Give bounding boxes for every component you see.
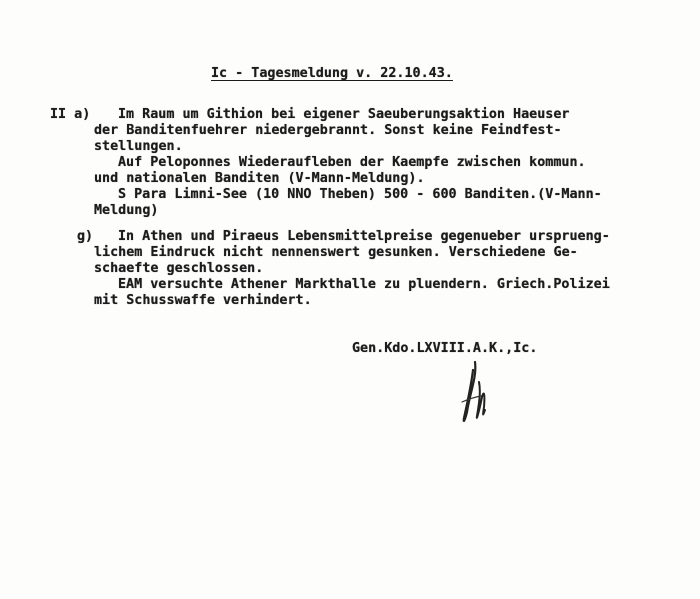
section-ii-line-7: Meldung) xyxy=(94,203,159,218)
section-ii-line-5: und nationalen Banditen (V-Mann-Meldung). xyxy=(94,171,425,186)
section-ii-line-2: der Banditenfuehrer niedergebrannt. Sonst keine Feindfest- xyxy=(94,123,562,138)
section-ii-line-1: Im Raum um Githion bei eigener Saeuberungsaktion Haeuser xyxy=(118,107,570,122)
section-g-line-4: EAM versuchte Athener Markthalle zu pluendern. Griech.Polizei xyxy=(118,277,610,292)
section-ii-a-label: II a) xyxy=(50,107,91,122)
command-signature-line: Gen.Kdo.LXVIII.A.K.,Ic. xyxy=(352,341,538,356)
document-title: Ic - Tagesmeldung v. 22.10.43. xyxy=(211,66,453,81)
section-ii-line-6: S Para Limni-See (10 NNO Theben) 500 - 600 Banditen.(V-Mann- xyxy=(118,187,602,202)
section-ii-line-3: stellungen. xyxy=(94,139,183,154)
section-g-line-1: In Athen und Piraeus Lebensmittelpreise gegenueber ursprueng- xyxy=(118,229,610,244)
section-g-label: g) xyxy=(77,229,94,244)
section-g-line-2: lichem Eindruck nicht nennenswert gesunken. Verschiedene Ge- xyxy=(94,245,578,260)
section-ii-line-4: Auf Peloponnes Wiederaufleben der Kaempfe zwischen kommun. xyxy=(118,155,586,170)
handwritten-signature xyxy=(455,352,505,432)
section-g-line-3: schaefte geschlossen. xyxy=(94,261,264,276)
section-g-line-5: mit Schusswaffe verhindert. xyxy=(94,293,312,308)
